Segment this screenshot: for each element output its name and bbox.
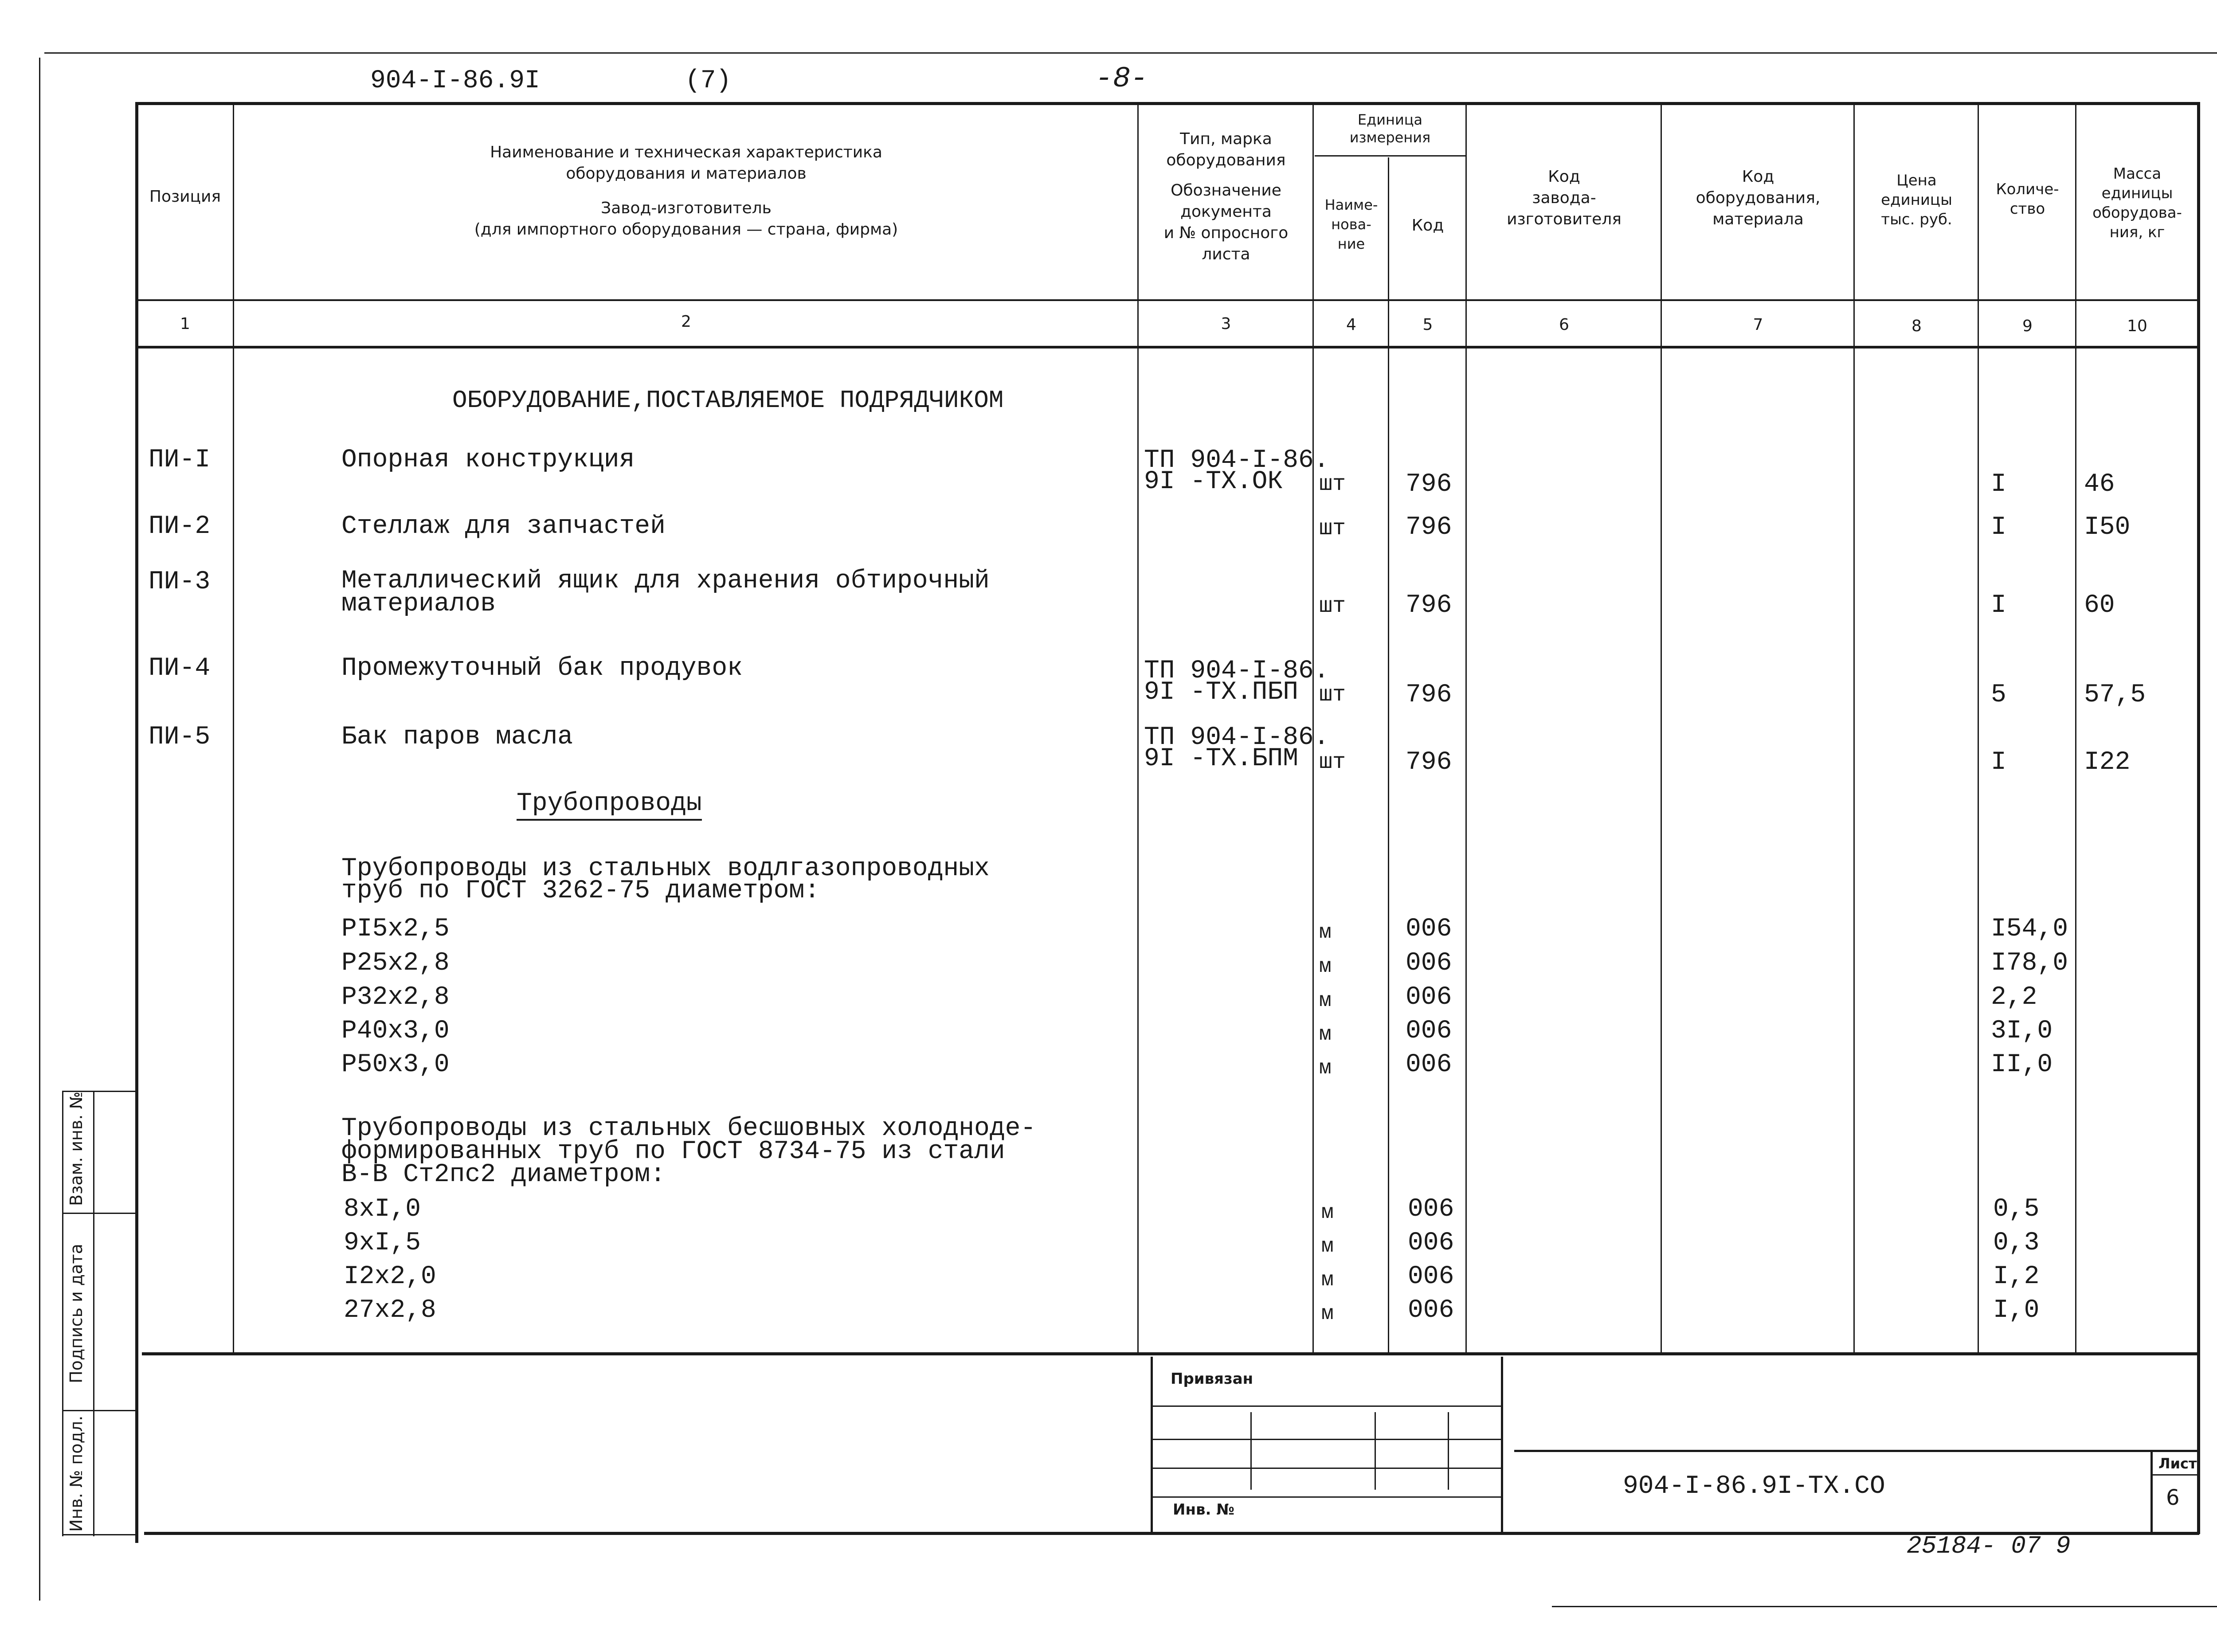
- doc-designation: 904-I-86.9I-ТХ.СО: [1623, 1472, 1885, 1501]
- pipe-group-2-title: Трубопроводы из стальных бесшовных холодноде- формированных труб по ГОСТ 8734-75 из стали В-В Ст2пс2 диаметром:: [341, 1114, 1036, 1189]
- col-position-header: Позиция: [149, 188, 221, 206]
- inv-podl-label: Инв. № подл.: [67, 1415, 86, 1532]
- podpis-label: Подпись и дата: [67, 1244, 86, 1383]
- sheet-number: 6: [2166, 1485, 2180, 1510]
- col-mass-header: Масса единицы оборудова- ния, кг: [2092, 165, 2182, 241]
- sheet-label: Лист: [2158, 1455, 2197, 1472]
- vzam-label: Взам. инв. №: [67, 1091, 86, 1206]
- col-unit-code-header: Код: [1411, 216, 1444, 235]
- col-unit-name-header: Наиме- нова- ние: [1324, 196, 1378, 252]
- col-price-header: Цена единицы тыс. руб.: [1881, 172, 1952, 228]
- col-qty-header: Количе- ство: [1996, 180, 2059, 218]
- inv-no-label: Инв. №: [1173, 1501, 1235, 1519]
- section-title: ОБОРУДОВАНИЕ,ПОСТАВЛЯЕМОЕ ПОДРЯДЧИКОМ: [452, 386, 1004, 415]
- doc-code: 904-I-86.9I: [370, 67, 540, 95]
- col-plant-code-header: Код завода- изготовителя: [1507, 168, 1622, 228]
- pipes-title: Трубопроводы: [517, 791, 702, 821]
- col-type-header: Тип, марка оборудования Обозначение документа и № опросного листа: [1163, 130, 1289, 263]
- page-number: -8-: [1095, 62, 1148, 95]
- col-name-header: Наименование и техническая характеристика оборудования и материалов Завод-изготовитель (для импортного оборудования — страна, фирма): [474, 143, 898, 239]
- privyazan-label: Привязан: [1171, 1370, 1253, 1388]
- footer-code: 25184- 07 9: [1907, 1532, 2071, 1560]
- col-unit-group-header: Единица измерения: [1349, 111, 1431, 146]
- sheet-ref: (7): [685, 67, 732, 95]
- col-equip-code-header: Код оборудования, материала: [1696, 168, 1821, 228]
- pipe-group-1-title: Трубопроводы из стальных водлгазопроводных труб по ГОСТ 3262-75 диаметром:: [341, 854, 990, 905]
